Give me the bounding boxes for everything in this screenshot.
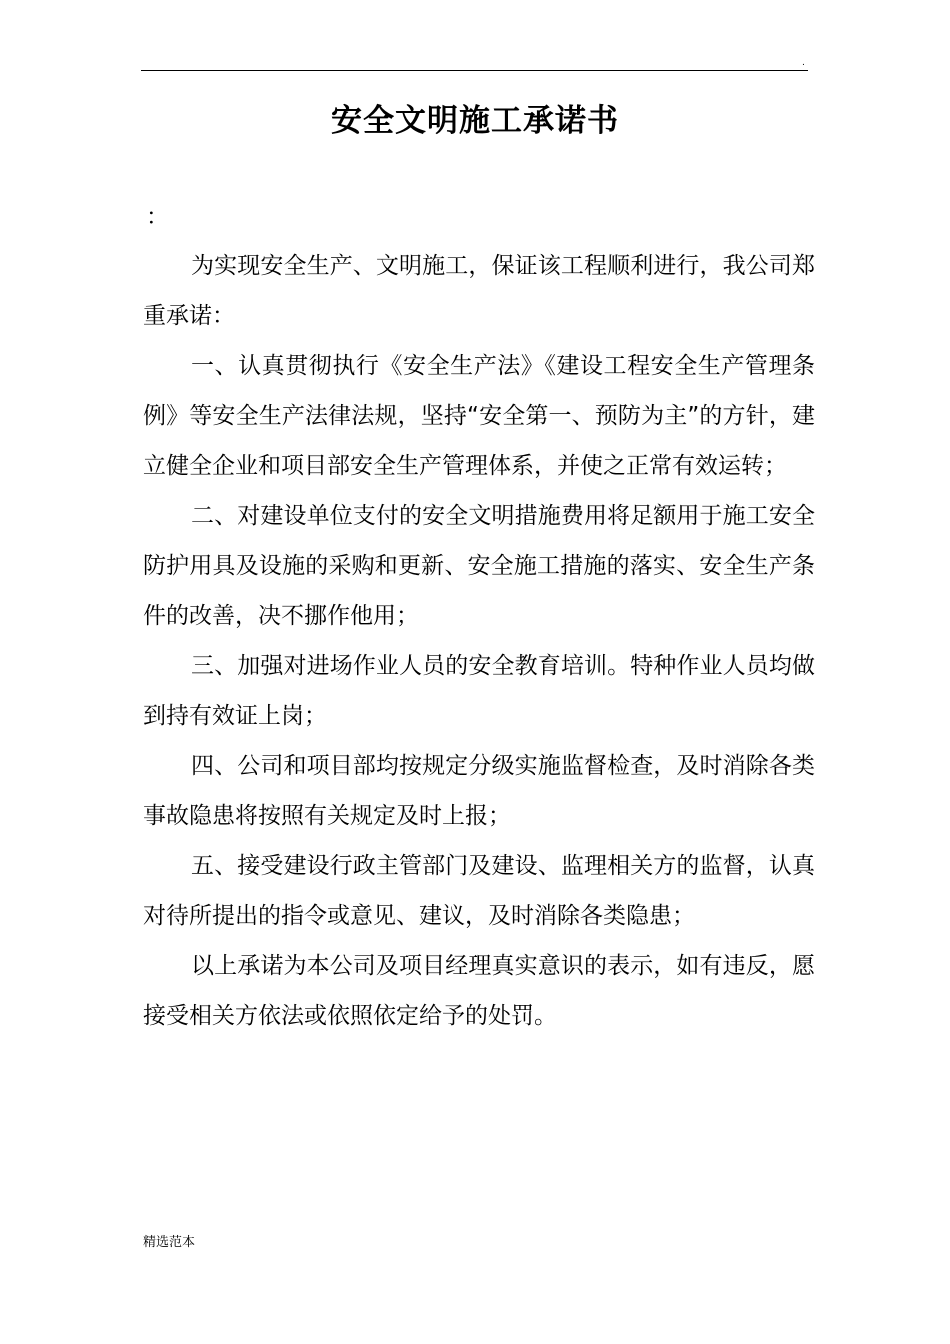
- document-title: 安全文明施工承诺书: [331, 103, 619, 139]
- paragraph-item-1: 一、认真贯彻执行《安全生产法》《建设工程安全生产管理条例》等安全生产法律法规，坚持“安全第一、预防为主”的方针，建立健全企业和项目部安全生产管理体系，并使之正常有效运转；: [143, 353, 815, 479]
- paragraph-item-3: 三、加强对进场作业人员的安全教育培训。特种作业人员均做到持有效证上岗；: [143, 653, 815, 729]
- paragraph-closing: 以上承诺为本公司及项目经理真实意识的表示，如有违反，愿接受相关方依法或依照依定给予的处罚。: [143, 953, 815, 1029]
- paragraph-intro: 为实现安全生产、文明施工，保证该工程顺利进行，我公司郑重承诺：: [143, 253, 815, 329]
- salutation: ：: [146, 204, 169, 230]
- paragraph-item-4: 四、公司和项目部均按规定分级实施监督检查，及时消除各类事故隐患将按照有关规定及时上报；: [143, 753, 815, 829]
- document-body: [143, 241, 815, 1041]
- header-mark: .: [802, 58, 805, 68]
- paragraph-item-2: 二、对建设单位支付的安全文明措施费用将足额用于施工安全防护用具及设施的采购和更新、安全施工措施的落实、安全生产条件的改善，决不挪作他用；: [143, 503, 815, 629]
- footer-text: 精选范本: [143, 1235, 196, 1250]
- paragraph-item-5: 五、接受建设行政主管部门及建设、监理相关方的监督，认真对待所提出的指令或意见、建议，及时消除各类隐患；: [143, 853, 815, 929]
- header-rule: [141, 70, 808, 71]
